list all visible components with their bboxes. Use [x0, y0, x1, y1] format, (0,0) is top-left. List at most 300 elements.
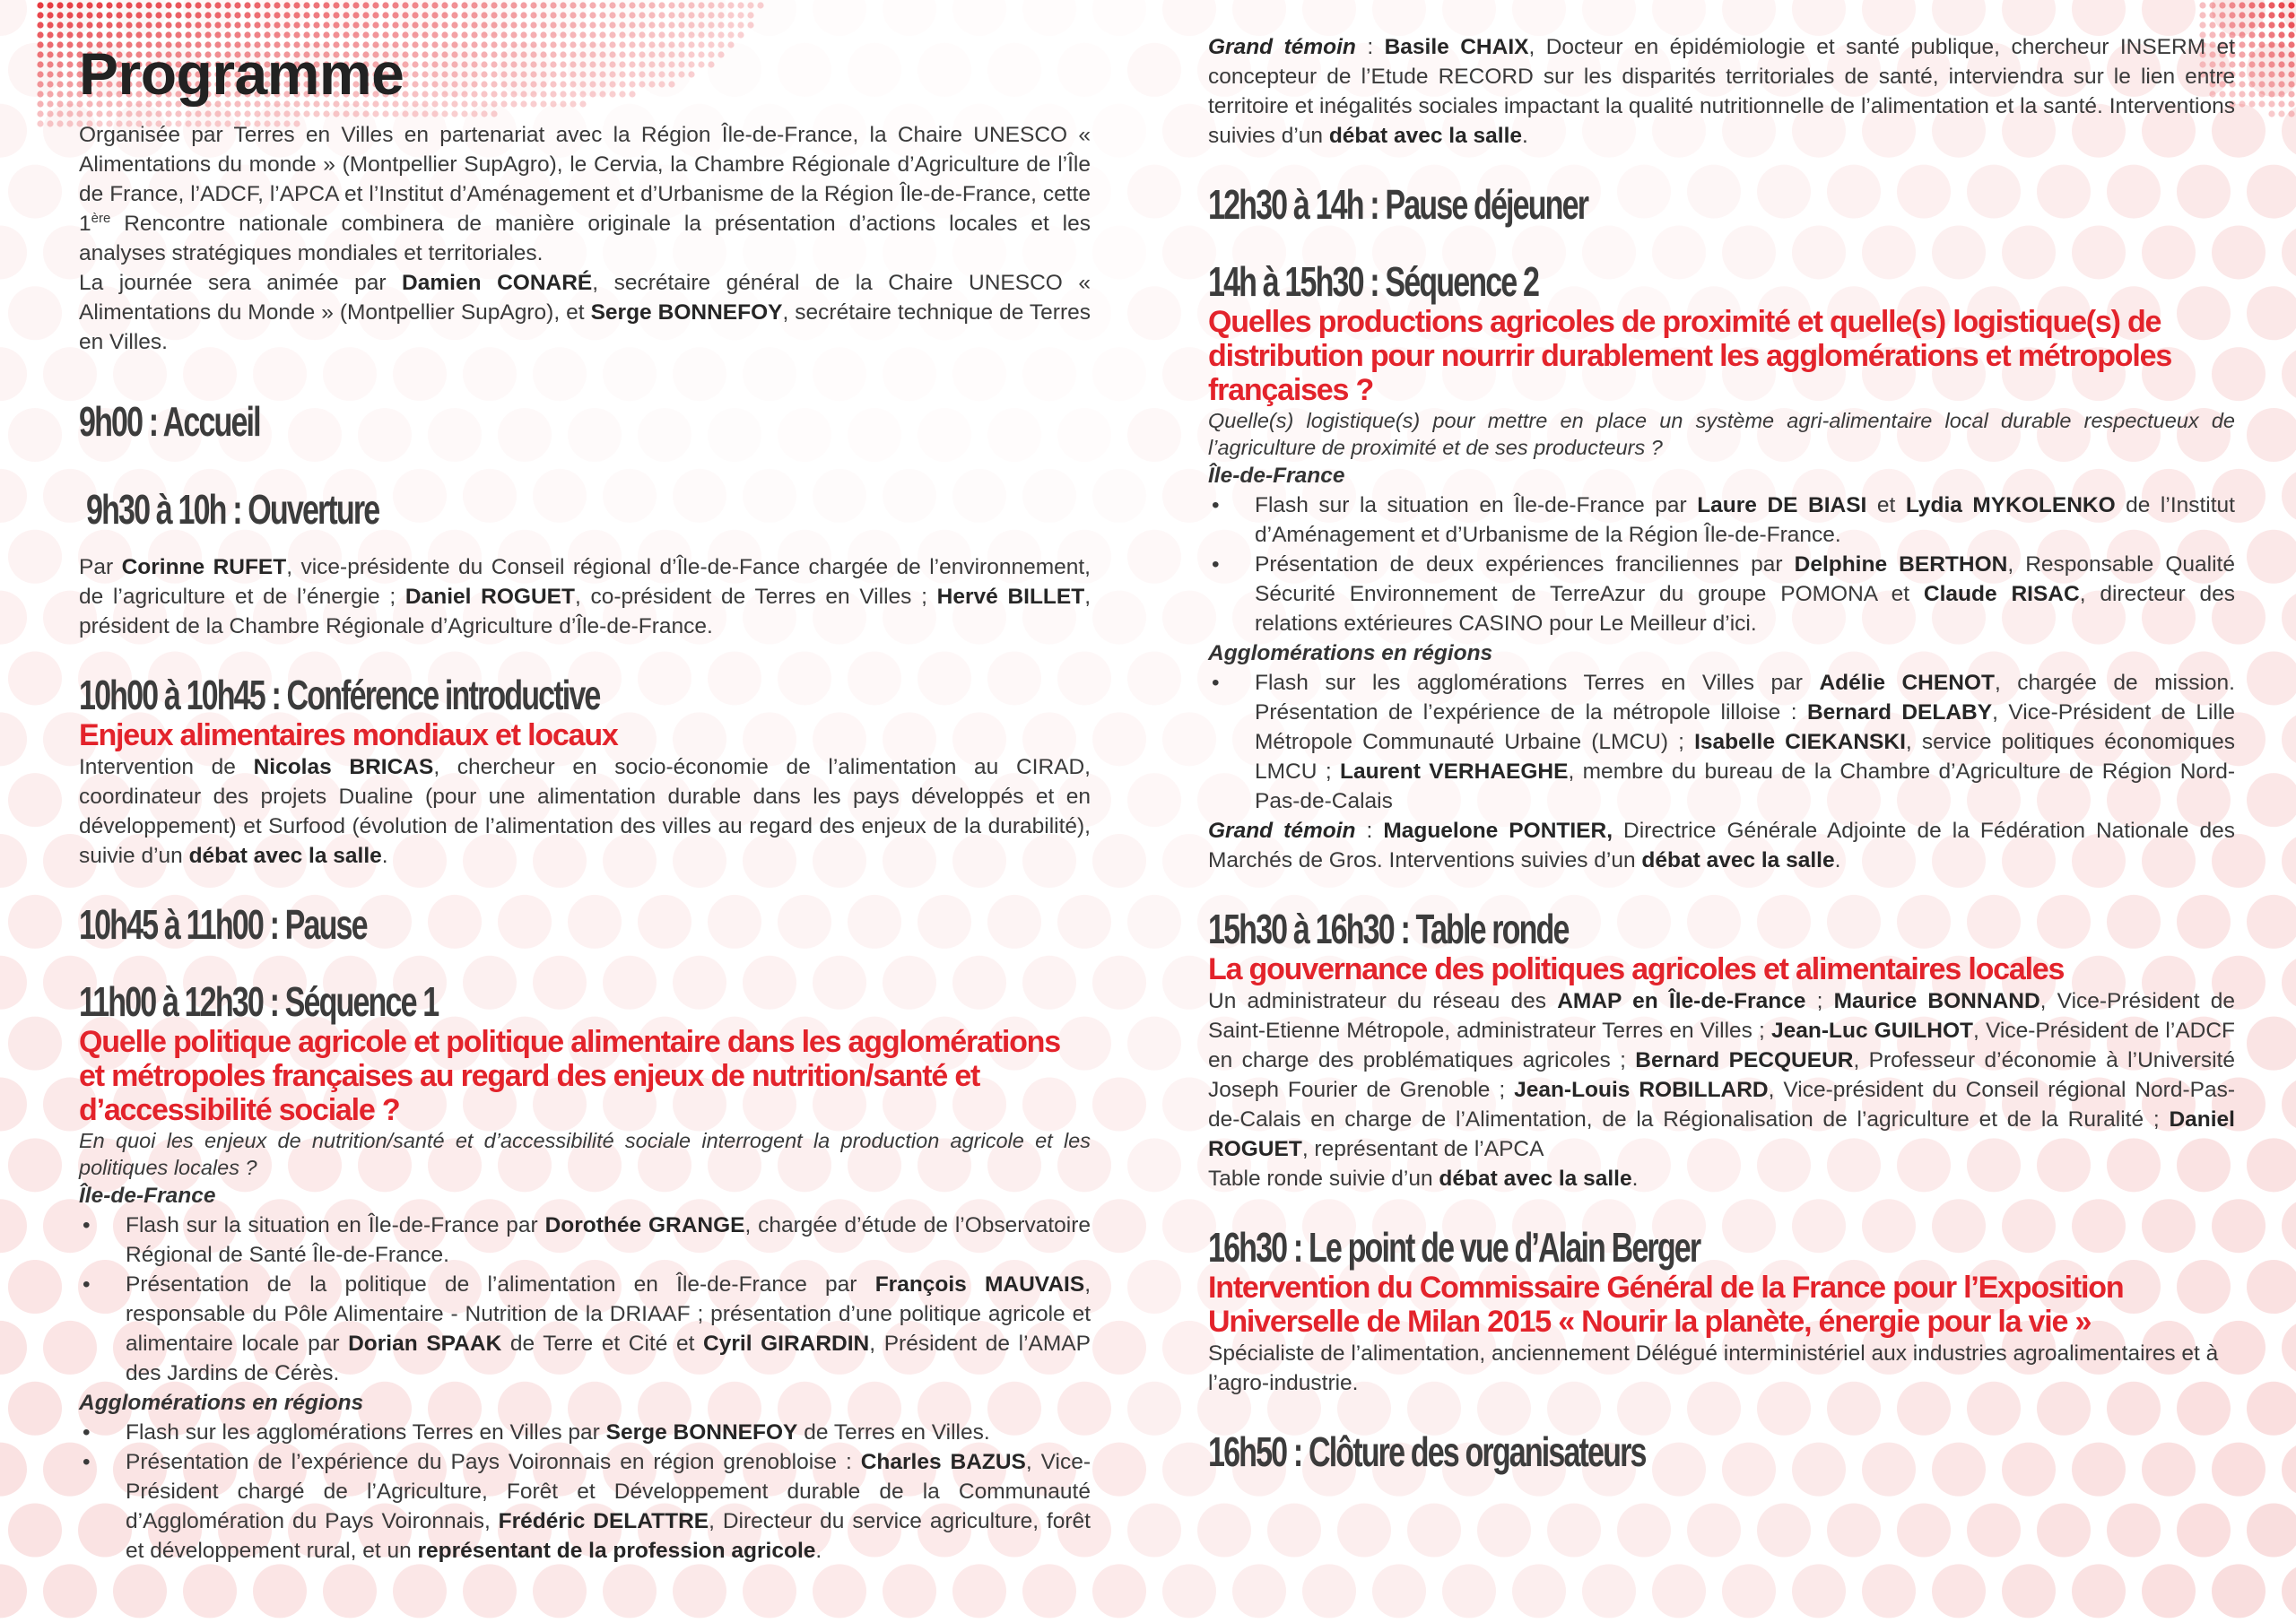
decorative-dot — [135, 2, 142, 8]
decorative-dot — [1162, 0, 1216, 36]
decorative-dot — [2268, 12, 2274, 18]
decorative-dot — [500, 22, 507, 28]
decorative-dot — [2247, 1017, 2296, 1071]
decorative-dot — [2239, 81, 2245, 87]
decorative-dot — [43, 1564, 97, 1618]
decorative-dot — [2258, 100, 2265, 107]
decorative-dot — [135, 22, 142, 28]
decorative-dot — [619, 22, 625, 28]
sequence-1-region-idf: Île-de-France — [79, 1184, 216, 1208]
decorative-dot — [66, 100, 73, 107]
decorative-dot — [2282, 225, 2296, 279]
decorative-dot — [2209, 22, 2215, 28]
ouverture-text: Par Corinne RUFET, vice-présidente du Conseil régional d’Île-de-Fance chargée de l’environnement, de l’agriculture et de l’énergie ; Daniel ROGUET, co-président de Terres en Villes ; Hervé BILLET, président de la Chambre Régionale d’Agriculture d’Île-de-France. — [79, 555, 1091, 638]
decorative-dot — [727, 12, 734, 18]
decorative-dot — [451, 2, 457, 8]
decorative-dot — [96, 22, 102, 28]
decorative-dot — [708, 22, 714, 28]
decorative-dot — [214, 2, 221, 8]
decorative-dot — [2239, 31, 2245, 38]
decorative-dot — [510, 12, 517, 18]
decorative-dot — [698, 22, 704, 28]
decorative-dot — [57, 120, 63, 126]
decorative-dot — [520, 2, 526, 8]
decorative-dot — [2239, 41, 2245, 48]
decorative-dot — [2268, 41, 2274, 48]
decorative-dot — [1092, 712, 1146, 766]
decorative-dot — [37, 81, 43, 87]
decorative-dot — [283, 2, 290, 8]
decorative-dot — [47, 100, 53, 107]
decorative-dot — [2219, 12, 2225, 18]
decorative-dot — [743, 1564, 796, 1618]
slot-pause-dejeuner: 12h30 à 14h : Pause déjeuner — [1208, 181, 1588, 228]
decorative-dot — [471, 12, 477, 18]
decorative-dot — [589, 12, 596, 18]
decorative-dot — [37, 120, 43, 126]
decorative-dot — [481, 2, 487, 8]
decorative-dot — [2278, 81, 2284, 87]
decorative-dot — [609, 12, 615, 18]
decorative-dot — [0, 225, 27, 279]
decorative-dot — [37, 41, 43, 48]
decorative-dot — [2278, 22, 2284, 28]
decorative-dot — [463, 1564, 517, 1618]
decorative-dot — [1337, 1504, 1391, 1558]
decorative-dot — [1092, 1443, 1146, 1497]
slot-sequence-2: 14h à 15h30 : Séquence 2 — [1208, 258, 1539, 305]
decorative-dot — [737, 12, 744, 18]
decorative-dot — [540, 12, 546, 18]
decorative-dot — [2248, 61, 2255, 67]
decorative-dot — [224, 22, 230, 28]
decorative-dot — [550, 22, 556, 28]
sequence-2-region-agglo: Agglomérations en régions — [1208, 641, 1493, 665]
decorative-dot — [609, 22, 615, 28]
decorative-dot — [579, 12, 586, 18]
decorative-dot — [1197, 1504, 1251, 1558]
decorative-dot — [412, 22, 418, 28]
decorative-dot — [461, 12, 467, 18]
decorative-dot — [37, 71, 43, 77]
decorative-dot — [451, 12, 457, 18]
decorative-dot — [57, 71, 63, 77]
decorative-dot — [952, 1564, 1006, 1618]
decorative-dot — [688, 12, 694, 18]
decorative-dot — [283, 12, 290, 18]
decorative-dot — [264, 2, 270, 8]
decorative-dot — [253, 1564, 307, 1618]
slot-accueil: 9h00 : Accueil — [79, 398, 260, 445]
decorative-dot — [1512, 0, 1566, 36]
decorative-dot — [2002, 0, 2056, 36]
decorative-dot — [540, 22, 546, 28]
decorative-dot — [1092, 225, 1146, 279]
decorative-dot — [1302, 1564, 1356, 1618]
decorative-dot — [195, 22, 201, 28]
alain-berger-subtitle: Intervention du Commissaire Général de la France pour l’Exposition Universelle de Milan 2015 « Nourir la planète, énergie pour la vie » — [1208, 1271, 2124, 1339]
decorative-dot — [2258, 12, 2265, 18]
decorative-dot — [412, 2, 418, 8]
decorative-dot — [530, 2, 536, 8]
decorative-dot — [185, 12, 191, 18]
decorative-dot — [1092, 1199, 1146, 1253]
decorative-dot — [66, 61, 73, 67]
decorative-dot — [2288, 110, 2294, 117]
slot-sequence-1: 11h00 à 12h30 : Séquence 1 — [79, 978, 439, 1025]
decorative-dot — [135, 12, 142, 18]
decorative-dot — [185, 2, 191, 8]
decorative-dot — [2247, 1382, 2296, 1436]
table-ronde-text: Un administrateur du réseau des AMAP en Île-de-France ; Maurice BONNAND, Vice-Président de Saint-Etienne Métropole, administrateur Terres en Villes ; Jean-Luc GUILHOT, Vice-Président de l’ADCF en charge des problématiques agricoles ; Bernard PECQUEUR, Professeur d’économie à l’Université Joseph Fourier de Grenoble ; Jean-Louis ROBILLARD, Vice-président du Conseil régional Nord-Pas-de-Calais en charge de l’Alimentation, de la Régionalisation de l’agriculture et de la Ruralité ; Daniel ROGUET, représentant de l’APCA — [1208, 989, 2236, 1161]
decorative-dot — [116, 2, 122, 8]
decorative-dot — [668, 2, 674, 8]
decorative-dot — [2239, 61, 2245, 67]
list-item: • Flash sur les agglomérations Terres en Villes par Serge BONNEFOY de Terres en Villes. — [79, 1418, 1091, 1447]
decorative-dot — [393, 0, 447, 36]
decorative-dot — [47, 51, 53, 57]
decorative-dot — [362, 2, 369, 8]
decorative-dot — [688, 2, 694, 8]
decorative-dot — [540, 2, 546, 8]
decorative-dot — [293, 22, 300, 28]
decorative-dot — [234, 12, 240, 18]
decorative-dot — [747, 2, 753, 8]
page-title: Programme — [79, 40, 404, 107]
decorative-dot — [2239, 12, 2245, 18]
decorative-dot — [1792, 1564, 1846, 1618]
decorative-dot — [1092, 104, 1146, 158]
decorative-dot — [2247, 1138, 2296, 1192]
decorative-dot — [8, 43, 62, 97]
decorative-dot — [813, 1564, 866, 1618]
decorative-dot — [500, 2, 507, 8]
decorative-dot — [431, 22, 438, 28]
decorative-dot — [727, 2, 734, 8]
decorative-dot — [155, 2, 161, 8]
decorative-dot — [47, 91, 53, 97]
decorative-dot — [510, 22, 517, 28]
decorative-dot — [2268, 71, 2274, 77]
decorative-dot — [718, 12, 724, 18]
decorative-dot — [2219, 22, 2225, 28]
decorative-dot — [520, 12, 526, 18]
decorative-dot — [579, 2, 586, 8]
decorative-dot — [2278, 61, 2284, 67]
decorative-dot — [2248, 81, 2255, 87]
decorative-dot — [570, 2, 576, 8]
decorative-dot — [372, 22, 378, 28]
decorative-dot — [2199, 12, 2205, 18]
decorative-dot — [708, 12, 714, 18]
grand-temoin-1: Grand témoin : Basile CHAIX, Docteur en épidémiologie et santé publique, chercheur INSERM et concepteur de l’Etude RECORD sur les disparités territoriales de santé, interviendra sur le lien entre territoire et inégalités sociales impactant la qualité nutritionnelle de l’alimentation et la santé. Interventions suivies d’un débat avec la salle. — [1208, 35, 2235, 148]
decorative-dot — [1127, 773, 1181, 827]
decorative-dot — [1932, 1564, 1986, 1618]
decorative-dot — [1862, 0, 1916, 36]
grand-temoin-2: Grand témoin : Maguelone PONTIER, Directrice Générale Adjointe de la Fédération Nationale des Marchés de Gros. Interventions suivies d’un débat avec la salle. — [1208, 819, 2236, 872]
decorative-dot — [619, 2, 625, 8]
decorative-dot — [471, 2, 477, 8]
decorative-dot — [47, 12, 53, 18]
decorative-dot — [175, 22, 181, 28]
decorative-dot — [2248, 41, 2255, 48]
decorative-dot — [37, 91, 43, 97]
sequence-1-idf-list — [79, 1211, 1091, 1388]
decorative-dot — [165, 22, 171, 28]
decorative-dot — [66, 31, 73, 38]
decorative-dot — [550, 2, 556, 8]
decorative-dot — [145, 2, 152, 8]
decorative-dot — [126, 2, 132, 8]
decorative-dot — [2247, 408, 2296, 462]
decorative-dot — [718, 2, 724, 8]
decorative-dot — [1127, 1504, 1181, 1558]
decorative-dot — [76, 22, 83, 28]
decorative-dot — [1652, 1564, 1706, 1618]
decorative-dot — [155, 12, 161, 18]
decorative-dot — [2288, 61, 2294, 67]
decorative-dot — [2258, 31, 2265, 38]
list-item: • Présentation de l’expérience du Pays Voironnais en région grenobloise : Charles BAZUS, Vice-Président chargé de l’Agriculture, Forêt et Développement durable de la Communauté d’Agglomération du Pays Voironnais, Frédéric DELATTRE, Directeur du service agriculture, forêt et développement rural, et un représentant de la profession agricole. — [79, 1447, 1091, 1566]
decorative-dot — [2229, 22, 2235, 28]
decorative-dot — [264, 12, 270, 18]
decorative-dot — [224, 12, 230, 18]
decorative-dot — [254, 22, 260, 28]
decorative-dot — [126, 12, 132, 18]
decorative-dot — [603, 1564, 657, 1618]
decorative-dot — [8, 286, 62, 340]
decorative-dot — [629, 22, 635, 28]
decorative-dot — [66, 120, 73, 126]
decorative-dot — [333, 2, 339, 8]
decorative-dot — [1372, 1564, 1426, 1618]
decorative-dot — [2258, 2, 2265, 8]
decorative-dot — [2247, 1504, 2296, 1558]
decorative-dot — [2288, 12, 2294, 18]
decorative-dot — [343, 22, 349, 28]
decorative-dot — [274, 2, 280, 8]
decorative-dot — [392, 12, 398, 18]
decorative-dot — [461, 22, 467, 28]
decorative-dot — [2072, 0, 2126, 36]
decorative-dot — [0, 104, 27, 158]
decorative-dot — [1687, 1504, 1741, 1558]
decorative-dot — [2278, 100, 2284, 107]
decorative-dot — [2239, 71, 2245, 77]
decorative-dot — [510, 2, 517, 8]
decorative-dot — [1092, 834, 1146, 888]
decorative-dot — [8, 651, 62, 705]
decorative-dot — [0, 712, 27, 766]
slot-cloture: 16h50 : Clôture des organisateurs — [1208, 1428, 1646, 1475]
decorative-dot — [392, 2, 398, 8]
decorative-dot — [1862, 1564, 1916, 1618]
decorative-dot — [2282, 1077, 2296, 1131]
table-ronde-debat: Table ronde suivie d’un débat avec la salle. — [1208, 1167, 1639, 1191]
decorative-dot — [520, 22, 526, 28]
decorative-dot — [204, 12, 211, 18]
decorative-dot — [8, 895, 62, 949]
decorative-dot — [2278, 71, 2284, 77]
decorative-dot — [254, 2, 260, 8]
decorative-dot — [2239, 100, 2245, 107]
decorative-dot — [1547, 1504, 1601, 1558]
decorative-dot — [813, 0, 866, 36]
decorative-dot — [589, 22, 596, 28]
decorative-dot — [952, 0, 1006, 36]
decorative-dot — [629, 12, 635, 18]
decorative-dot — [2258, 41, 2265, 48]
decorative-dot — [678, 22, 684, 28]
decorative-dot — [224, 2, 230, 8]
decorative-dot — [1792, 0, 1846, 36]
decorative-dot — [2268, 91, 2274, 97]
decorative-dot — [1022, 1564, 1076, 1618]
decorative-dot — [2258, 51, 2265, 57]
decorative-dot — [264, 22, 270, 28]
decorative-dot — [639, 12, 645, 18]
decorative-dot — [1442, 0, 1496, 36]
decorative-dot — [1512, 1564, 1566, 1618]
decorative-dot — [648, 2, 655, 8]
decorative-dot — [2268, 100, 2274, 107]
decorative-dot — [1092, 469, 1146, 523]
decorative-dot — [1582, 1564, 1636, 1618]
decorative-dot — [0, 347, 27, 401]
slot-ouverture: 9h30 à 10h : Ouverture — [86, 486, 379, 533]
table-ronde-subtitle: La gouvernance des politiques agricoles et alimentaires locales — [1208, 952, 2065, 986]
decorative-dot — [2247, 895, 2296, 949]
decorative-dot — [2258, 81, 2265, 87]
decorative-dot — [2248, 22, 2255, 28]
decorative-dot — [2288, 71, 2294, 77]
decorative-dot — [57, 12, 63, 18]
decorative-dot — [76, 12, 83, 18]
decorative-dot — [2239, 22, 2245, 28]
decorative-dot — [727, 22, 734, 28]
decorative-dot — [2282, 1199, 2296, 1253]
decorative-dot — [2258, 61, 2265, 67]
list-item: • Flash sur la situation en Île-de-France par Laure DE BIASI et Lydia MYKOLENKO de l’Institut d’Aménagement et d’Urbanisme de la Région Île-de-France. — [1208, 490, 2235, 550]
decorative-dot — [392, 22, 398, 28]
decorative-dot — [2247, 286, 2296, 340]
decorative-dot — [2209, 2, 2215, 8]
decorative-dot — [0, 956, 27, 1010]
decorative-dot — [412, 12, 418, 18]
decorative-dot — [175, 2, 181, 8]
decorative-dot — [2229, 2, 2235, 8]
decorative-dot — [2282, 1443, 2296, 1497]
decorative-dot — [214, 12, 221, 18]
slot-alain-berger: 16h30 : Le point de vue d’Alain Berger — [1208, 1224, 1700, 1271]
decorative-dot — [2268, 51, 2274, 57]
decorative-dot — [1127, 286, 1181, 340]
decorative-dot — [2142, 1564, 2196, 1618]
decorative-dot — [2282, 469, 2296, 523]
decorative-dot — [323, 1564, 377, 1618]
decorative-dot — [343, 2, 349, 8]
decorative-dot — [2282, 712, 2296, 766]
decorative-dot — [737, 22, 744, 28]
decorative-dot — [66, 81, 73, 87]
decorative-dot — [214, 22, 221, 28]
decorative-dot — [2268, 61, 2274, 67]
decorative-dot — [2278, 110, 2284, 117]
decorative-dot — [2288, 51, 2294, 57]
decorative-dot — [293, 12, 300, 18]
decorative-dot — [441, 22, 448, 28]
decorative-dot — [37, 12, 43, 18]
decorative-dot — [2268, 110, 2274, 117]
list-item: • Flash sur la situation en Île-de-France par Dorothée GRANGE, chargée d’étude de l’Observatoire Régional de Santé Île-de-France. — [79, 1211, 1091, 1270]
sequence-1-question: En quoi les enjeux de nutrition/santé et d’accessibilité sociale interrogent la production agricole et les politiques locales ? — [79, 1129, 1091, 1179]
decorative-dot — [195, 12, 201, 18]
decorative-dot — [57, 91, 63, 97]
decorative-dot — [352, 12, 359, 18]
decorative-dot — [1092, 0, 1146, 36]
decorative-dot — [2278, 2, 2284, 8]
decorative-dot — [47, 81, 53, 87]
decorative-dot — [343, 12, 349, 18]
decorative-dot — [1722, 0, 1776, 36]
decorative-dot — [2282, 1321, 2296, 1375]
decorative-dot — [431, 12, 438, 18]
decorative-dot — [8, 1017, 62, 1071]
decorative-dot — [303, 12, 309, 18]
decorative-dot — [570, 12, 576, 18]
decorative-dot — [1652, 0, 1706, 36]
decorative-dot — [678, 12, 684, 18]
decorative-dot — [491, 2, 497, 8]
decorative-dot — [57, 81, 63, 87]
decorative-dot — [2247, 43, 2296, 97]
decorative-dot — [688, 22, 694, 28]
decorative-dot — [2248, 12, 2255, 18]
decorative-dot — [57, 51, 63, 57]
decorative-dot — [303, 2, 309, 8]
decorative-dot — [116, 12, 122, 18]
sequence-1-region-agglo: Agglomérations en régions — [79, 1391, 364, 1415]
decorative-dot — [708, 2, 714, 8]
decorative-dot — [2258, 91, 2265, 97]
decorative-dot — [570, 22, 576, 28]
decorative-dot — [431, 2, 438, 8]
decorative-dot — [491, 12, 497, 18]
right-column — [1208, 32, 2235, 1475]
decorative-dot — [1932, 0, 1986, 36]
decorative-dot — [57, 61, 63, 67]
decorative-dot — [481, 22, 487, 28]
decorative-dot — [323, 22, 329, 28]
decorative-dot — [2278, 91, 2284, 97]
decorative-dot — [1127, 43, 1181, 97]
decorative-dot — [47, 71, 53, 77]
decorative-dot — [2002, 1564, 2056, 1618]
decorative-dot — [1092, 1564, 1146, 1618]
decorative-dot — [668, 12, 674, 18]
decorative-dot — [1127, 1017, 1181, 1071]
decorative-dot — [382, 12, 388, 18]
decorative-dot — [2288, 41, 2294, 48]
decorative-dot — [698, 2, 704, 8]
decorative-dot — [2239, 2, 2245, 8]
decorative-dot — [560, 2, 566, 8]
decorative-dot — [648, 22, 655, 28]
decorative-dot — [274, 22, 280, 28]
decorative-dot — [2268, 22, 2274, 28]
decorative-dot — [155, 22, 161, 28]
decorative-dot — [2219, 2, 2225, 8]
